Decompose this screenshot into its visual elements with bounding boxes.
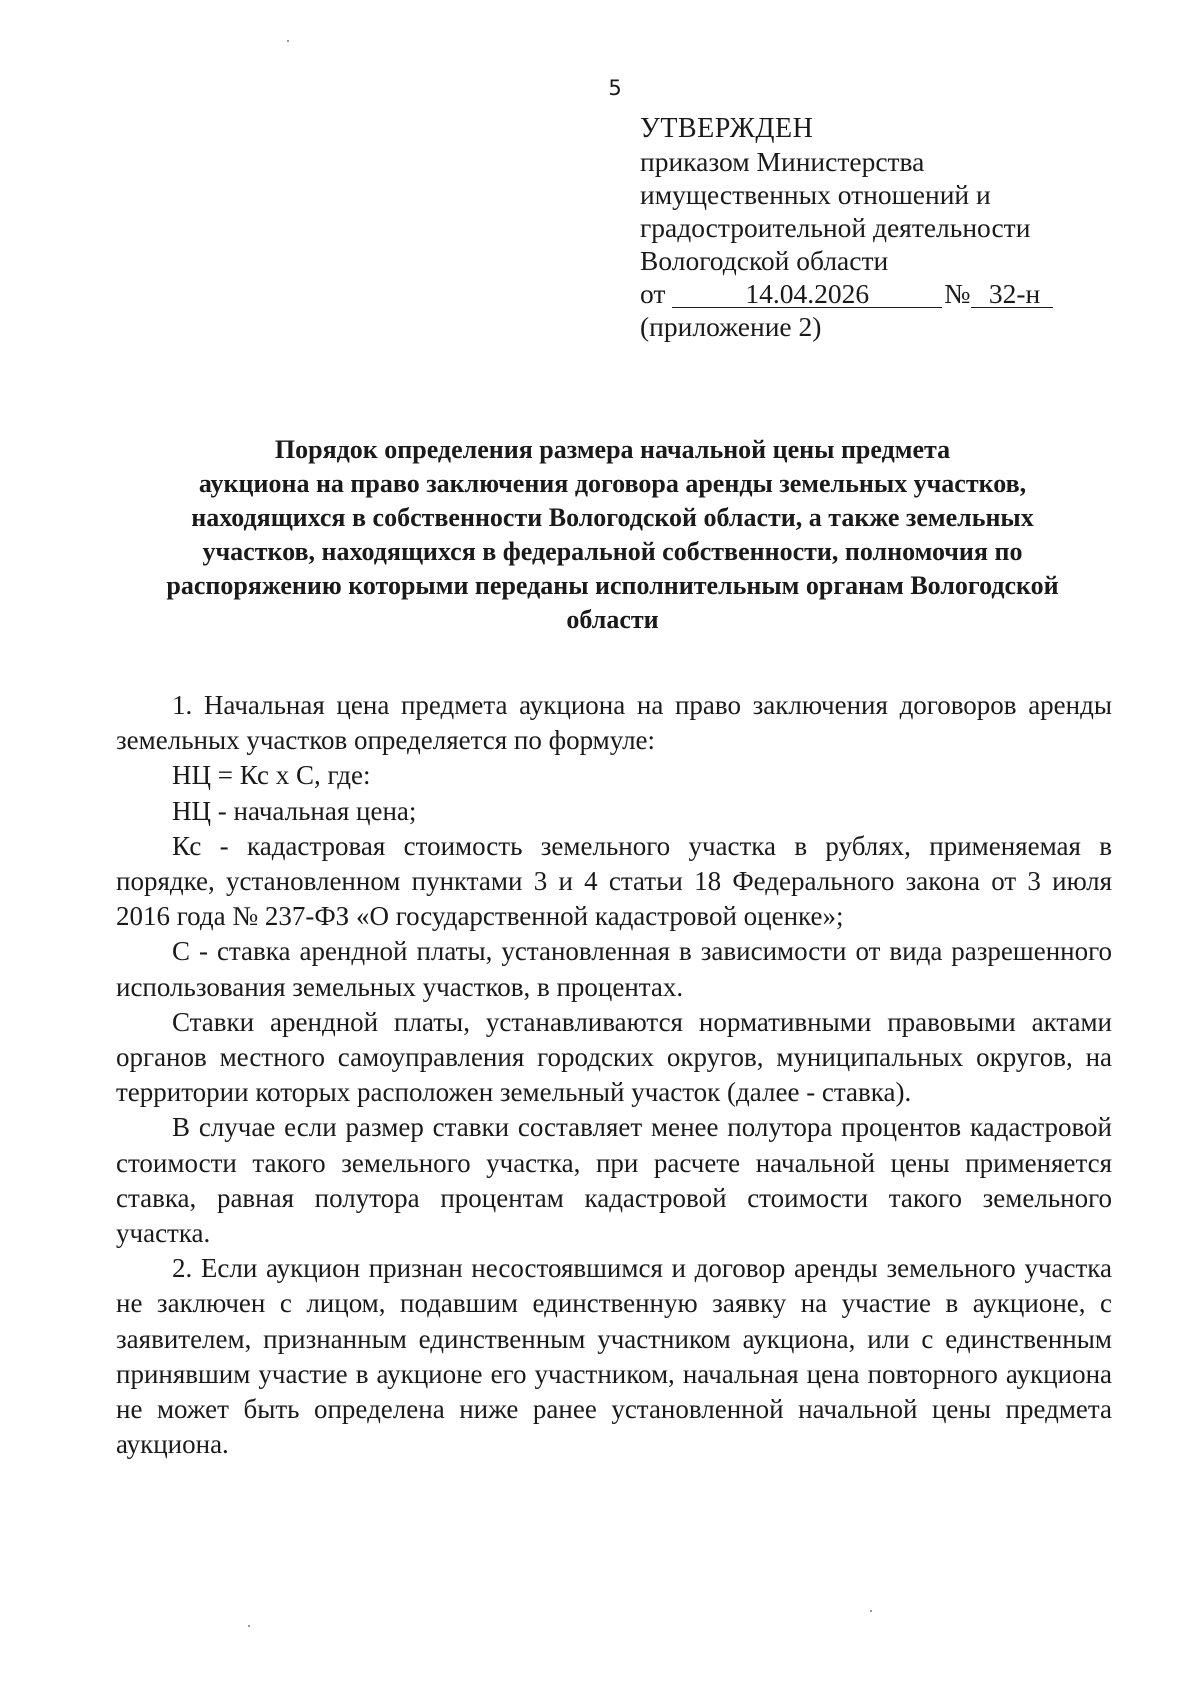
title-line: аукциона на право заключения договора аренды земельных участков, bbox=[198, 469, 1027, 498]
approval-line: имущественных отношений и bbox=[640, 179, 991, 210]
paragraph-1: 1. Начальная цена предмета аукциона на право заключения договоров аренды земельных участков определяется по формуле: bbox=[116, 690, 1112, 756]
approval-line: градостроительной деятельности bbox=[640, 212, 1031, 243]
document-body bbox=[116, 688, 1112, 1462]
formula-line: НЦ = Кс х С, где: bbox=[172, 760, 371, 791]
title-line: Порядок определения размера начальной цены предмета bbox=[274, 435, 951, 464]
approval-heading: УТВЕРЖДЕН bbox=[640, 113, 814, 144]
scan-speck bbox=[287, 40, 289, 42]
scan-speck bbox=[870, 1610, 872, 1612]
page-number: 5 bbox=[608, 76, 622, 100]
number-sign: № bbox=[944, 278, 971, 309]
from-label: от bbox=[640, 278, 666, 309]
document-title bbox=[110, 433, 1115, 637]
title-line: распоряжению которыми переданы исполнительным органам Вологодской bbox=[166, 571, 1059, 600]
approval-date-number-line bbox=[640, 277, 1160, 310]
title-line: участков, находящихся в федеральной собственности, полномочия по bbox=[202, 537, 1023, 566]
order-number: 32-н bbox=[971, 280, 1053, 308]
paragraph-minimum-rate: В случае если размер ставки составляет менее полутора процентов кадастровой стоимости такого земельного участка, при расчете начальной цены применяется ставка, равная полутора процентам кадастровой стоимости такого земельного участка. bbox=[116, 1112, 1112, 1249]
title-line: находящихся в собственности Вологодской области, а также земельных bbox=[191, 503, 1034, 532]
definition-nc: НЦ - начальная цена; bbox=[172, 795, 417, 826]
approval-line: Вологодской области bbox=[640, 245, 889, 276]
definition-kc: Кс - кадастровая стоимость земельного участка в рублях, применяемая в порядке, установленном пунктами 3 и 4 статьи 18 Федерального закона от 3 июля 2016 года № 237-ФЗ «О государственной кадастровой оценке»; bbox=[116, 830, 1112, 932]
scan-speck bbox=[248, 1625, 250, 1627]
definition-c: С - ставка арендной платы, установленная в зависимости от вида разрешенного использования земельных участков, в процентах. bbox=[116, 936, 1112, 1002]
order-date: 14.04.2026 bbox=[672, 280, 942, 308]
paragraph-2: 2. Если аукцион признан несостоявшимся и договор аренды земельного участка не заключен с лицом, подавшим единственную заявку на участие в аукционе, с заявителем, признанным единственным участником аукциона, или с единственным принявшим участие в аукционе его участником, начальная цена повторного аукциона не может быть определена ниже ранее установленной начальной цены предмета аукциона. bbox=[116, 1253, 1112, 1460]
paragraph-rates: Ставки арендной платы, устанавливаются нормативными правовыми актами органов местного самоуправления городских округов, муниципальных округов, на территории которых расположен земельный участок (далее - ставка). bbox=[116, 1006, 1112, 1108]
title-line: области bbox=[566, 605, 659, 634]
appendix-label: (приложение 2) bbox=[640, 311, 822, 342]
approval-line: приказом Министерства bbox=[640, 146, 925, 177]
approval-stamp-block bbox=[640, 112, 1160, 343]
